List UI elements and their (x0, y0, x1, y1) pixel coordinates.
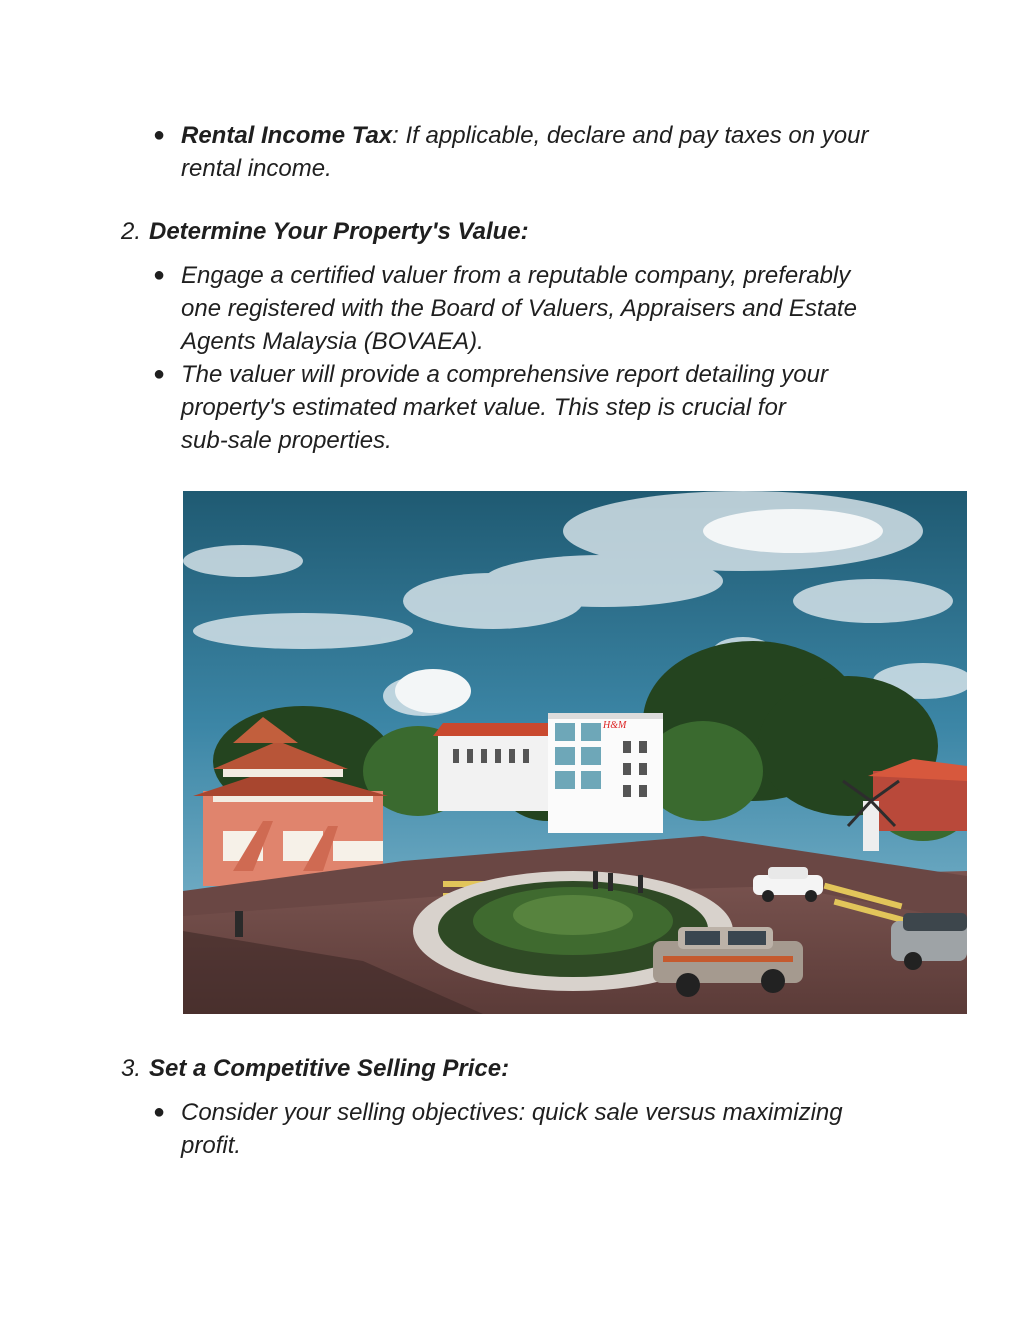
bullet-marker: ● (153, 363, 166, 385)
section-2-bullet-2-line-3: sub-sale properties. (181, 427, 392, 454)
storefront-sign: H&M (603, 720, 627, 731)
rental-income-tax-text-2: rental income. (181, 155, 332, 182)
town-roundabout-photo (183, 491, 967, 1014)
section-3-bullet-1-line-1: Consider your selling objectives: quick sale versus maximizing (181, 1099, 843, 1126)
bullet-marker: ● (153, 1101, 166, 1123)
section-2-bullet-1-line-1: Engage a certified valuer from a reputable company, preferably (181, 262, 851, 289)
section-2-heading: Determine Your Property's Value: (149, 218, 529, 245)
section-2-bullet-2-line-2: property's estimated market value. This step is crucial for (181, 394, 786, 421)
rental-income-tax-item (181, 119, 868, 152)
section-3-bullet-1-line-2: profit. (181, 1132, 242, 1159)
rental-income-tax-label: Rental Income Tax (181, 122, 393, 149)
bullet-marker: ● (153, 264, 166, 286)
section-3-heading: Set a Competitive Selling Price: (149, 1055, 510, 1082)
section-2-bullet-1-line-2: one registered with the Board of Valuers, Appraisers and Estate (181, 295, 857, 322)
section-2-bullet-2-line-1: The valuer will provide a comprehensive report detailing your (181, 361, 828, 388)
section-3-number: 3. (121, 1055, 142, 1082)
section-2-number: 2. (121, 218, 142, 245)
bullet-marker: ● (153, 124, 166, 146)
rental-income-tax-text: : If applicable, declare and pay taxes on your (392, 122, 869, 149)
section-2-bullet-1-line-3: Agents Malaysia (BOVAEA). (181, 328, 484, 355)
